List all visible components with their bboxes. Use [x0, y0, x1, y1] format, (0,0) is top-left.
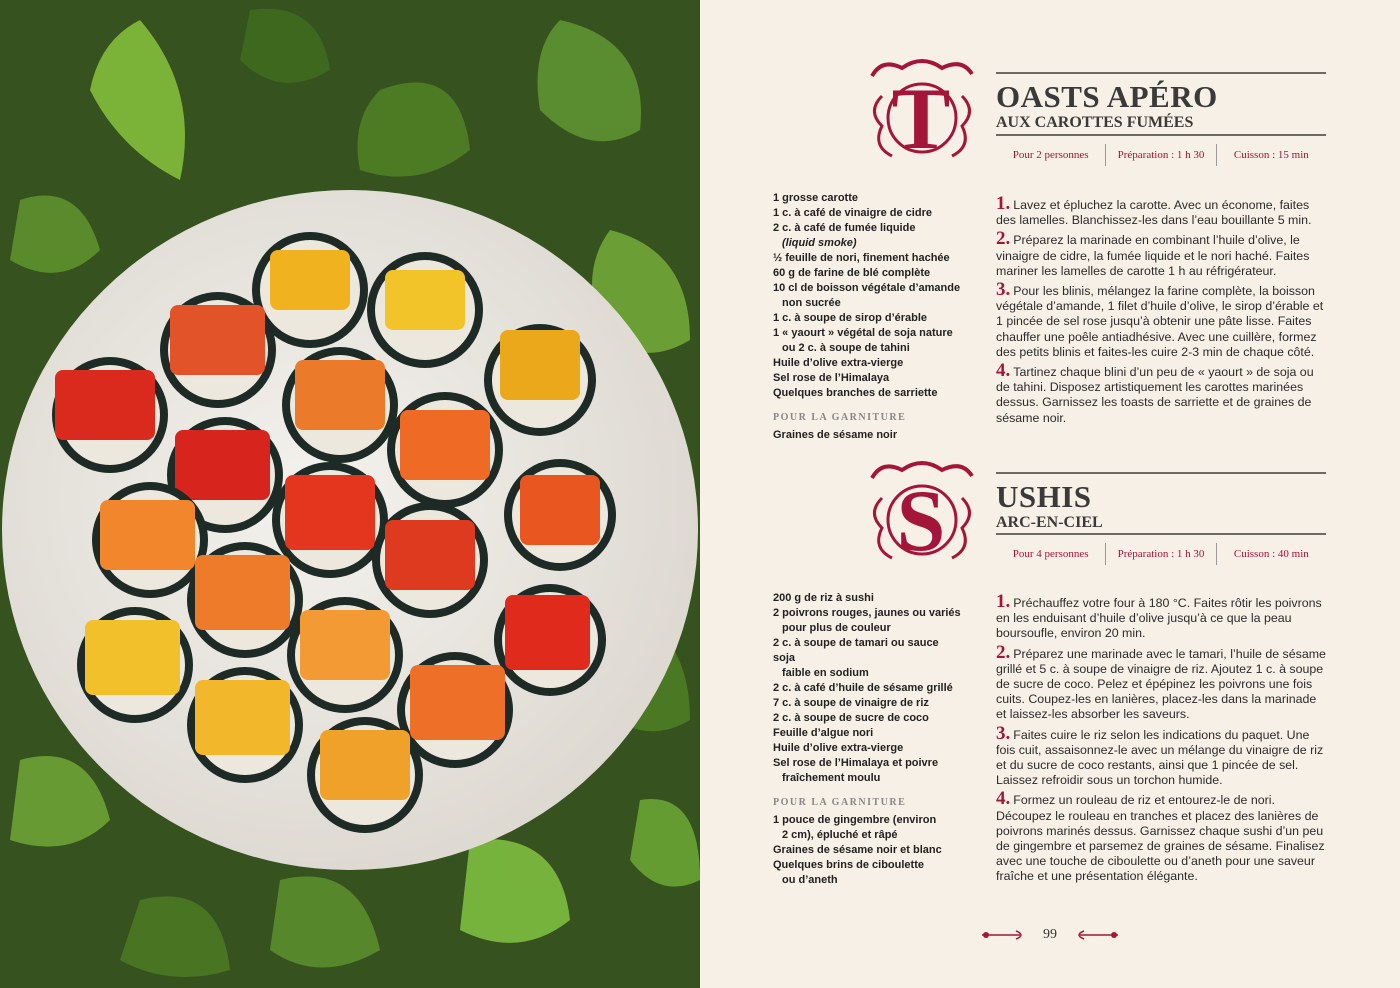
page-footer — [980, 923, 1120, 947]
ingredient: non sucrée — [782, 297, 841, 309]
recipe-subtitle: AUX CAROTTES FUMÉES — [996, 114, 1194, 131]
dropcap-t-ornament — [862, 56, 980, 174]
step: 4. Tartinez chaque blini d’un peu de « yaourt » de soja ou de tahini. Disposez artistiquement les carottes marinées dessus. Garnissez les toasts de sarriette et de graines de sésame noir. — [996, 360, 1314, 425]
step: 1. Préchauffez votre four à 180 °C. Faites rôtir les poivrons en les enduisant d’huile d’olive jusqu’à ce que la peau boursoufle, environ 20 min. — [996, 591, 1322, 641]
servings: Pour 2 personnes — [1012, 149, 1089, 161]
recipe-meta — [996, 533, 1326, 573]
servings: Pour 4 personnes — [1012, 548, 1089, 560]
recipe-page — [700, 0, 1400, 988]
svg-text:S: S — [896, 473, 946, 570]
garnish-item: ou d’aneth — [782, 874, 838, 886]
step: 4. Formez un rouleau de riz et entourez-le de nori. Découpez le rouleau en tranches et placez des lanières de poivrons marinés dessus. Garnissez chaque sushi d’un peu de gingembre et parsemez de graines de sésame. Finalisez avec une touche de ciboulette ou d’aneth pour une saveur fraîche et une présentation élégante. — [996, 788, 1325, 884]
svg-text:T: T — [891, 71, 951, 168]
ingredient: 1 grosse carotte — [773, 192, 858, 204]
recipe-title: USHIS — [996, 479, 1092, 514]
ingredient: pour plus de couleur — [782, 622, 891, 634]
recipe-meta — [996, 134, 1326, 174]
dropcap-s-ornament — [862, 458, 980, 576]
garnish-heading: POUR LA GARNITURE — [773, 412, 907, 423]
ornament-left-icon — [980, 928, 1028, 942]
garnish-item: Quelques brins de ciboulette — [773, 859, 924, 871]
recipe-title-block — [996, 472, 1326, 532]
step: 3. Faites cuire le riz selon les indications du paquet. Une fois cuit, assaisonnez-le avec un mélange du vinaigre de riz et du sucre de coco restants, ainsi que 1 pincée de sel. Laissez refroidir sous un torchon humide. — [996, 722, 1324, 788]
ingredient: 200 g de riz à sushi — [773, 592, 874, 604]
ingredients-list — [773, 591, 963, 888]
step: 2. Préparez une marinade avec le tamari, l’huile de sésame grillé et 5 c. à soupe de vinaigre de riz. Ajoutez 1 c. à soupe de sucre de coco. Pelez et épépinez les poivrons une fois cuits. Coupez-les en lanières, placez-les dans la marinade et laissez-les absorber les saveurs. — [996, 641, 1326, 722]
ingredient: ½ feuille de nori, finement hachée — [773, 252, 950, 264]
garnish-item: 2 cm), épluché et râpé — [782, 829, 898, 841]
ingredient: 2 poivrons rouges, jaunes ou variés — [773, 607, 961, 619]
ingredient: ou 2 c. à soupe de tahini — [782, 342, 910, 354]
ingredient: 2 c. à soupe de sucre de coco — [773, 712, 929, 724]
recipe-subtitle: ARC-EN-CIEL — [996, 514, 1103, 531]
ingredient: 2 c. à café d’huile de sésame grillé — [773, 682, 953, 694]
ingredient: fraîchement moulu — [782, 772, 881, 784]
ingredient: Sel rose de l’Himalaya et poivre — [773, 757, 939, 769]
ingredient: Feuille d’algue nori — [773, 727, 874, 739]
ingredient: 60 g de farine de blé complète — [773, 267, 931, 279]
prep-time: Préparation : 1 h 30 — [1117, 149, 1205, 161]
steps-list — [996, 193, 1326, 429]
ingredient: Huile d’olive extra-vierge — [773, 357, 904, 369]
page-number: 99 — [1043, 927, 1057, 942]
cook-time: Cuisson : 15 min — [1233, 149, 1309, 161]
ingredient: 7 c. à soupe de vinaigre de riz — [773, 697, 929, 709]
step: 2. Préparez la marinade en combinant l’huile d’olive, le vinaigre de cidre, la fumée liquide et le nori haché. Faites mariner les lamelles de carotte 1 h au réfrigérateur. — [996, 228, 1310, 278]
recipe-title: OASTS APÉRO — [996, 79, 1218, 114]
ingredient: (liquid smoke) — [782, 237, 857, 249]
step: 1. Lavez et épluchez la carotte. Avec un économe, faites des lamelles. Blanchissez-les dans l’eau bouillante 5 min. — [996, 193, 1312, 228]
ingredient: Quelques branches de sarriette — [773, 387, 938, 399]
cook-time: Cuisson : 40 min — [1233, 548, 1309, 560]
garnish-item: 1 pouce de gingembre (environ — [773, 814, 937, 826]
recipe-title-block — [996, 72, 1326, 132]
ornament-right-icon — [1072, 928, 1120, 942]
ingredient: 2 c. à café de fumée liquide — [773, 222, 916, 234]
ingredient: 2 c. à soupe de tamari ou sauce soja — [773, 637, 939, 664]
step: 3. Pour les blinis, mélangez la farine complète, la boisson végétale d’amande, 1 filet d’huile d’olive, le sirop d’érable et 1 pincée de sel rose jusqu’à obtenir une pâte lisse. Faites chauffer une poêle antiadhésive. Avec une cuillère, formez des petits blinis et faites-les cuire 2-3 min de chaque côté. — [996, 279, 1324, 359]
ingredient: 1 « yaourt » végétal de soja nature — [773, 327, 953, 339]
ingredient: Sel rose de l’Himalaya — [773, 372, 890, 384]
garnish-item: Graines de sésame noir et blanc — [773, 844, 942, 856]
ingredient: 10 cl de boisson végétale d’amande — [773, 282, 961, 294]
ingredients-list — [773, 191, 963, 443]
ingredient: 1 c. à café de vinaigre de cidre — [773, 207, 932, 219]
steps-list — [996, 591, 1326, 888]
prep-time: Préparation : 1 h 30 — [1117, 548, 1205, 560]
ingredient: 1 c. à soupe de sirop d’érable — [773, 312, 928, 324]
garnish-item: Graines de sésame noir — [773, 429, 898, 441]
ingredient: faible en sodium — [782, 667, 869, 679]
ingredient: Huile d’olive extra-vierge — [773, 742, 904, 754]
garnish-heading: POUR LA GARNITURE — [773, 797, 907, 808]
